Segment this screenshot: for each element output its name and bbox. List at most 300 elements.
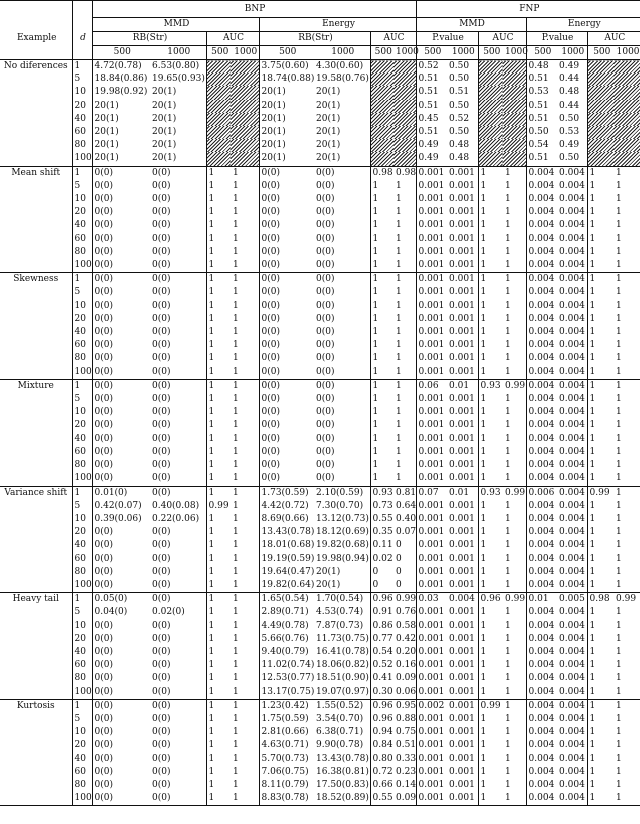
hatched-empty-cell (394, 113, 416, 126)
cell-fnp-energy-pvalue-1000: 0.48 (557, 86, 587, 99)
hatched-empty-cell (503, 126, 526, 139)
cell-bnp-mmd-auc-1000: 1 (231, 779, 259, 792)
cell-bnp-energy-rb-500: 1.73(0.59) (259, 486, 314, 500)
cell-bnp-energy-auc-500: 1 (372, 246, 379, 257)
cell-fnp-energy-pvalue-500: 0.004 (528, 233, 555, 244)
cell-fnp-energy-auc-1000: 1 (616, 553, 622, 564)
cell-bnp-mmd-rb-500: 0(0) (94, 779, 113, 790)
hatched-empty-cell (614, 100, 640, 113)
cell-fnp-mmd-pvalue-500: 0.001 (416, 166, 447, 180)
table-row (0, 539, 640, 552)
table-row (0, 206, 640, 219)
cell-fnp-energy-auc-500: 1 (589, 340, 596, 351)
table-row (0, 686, 640, 700)
cell-bnp-mmd-rb-500: 0(0) (94, 433, 113, 444)
cell-fnp-mmd-auc-1000: 1 (503, 792, 526, 806)
cell-fnp-mmd-auc-500: 1 (480, 353, 487, 364)
cell-fnp-energy-pvalue-500: 0.004 (528, 553, 555, 564)
cell-fnp-mmd-auc-500: 1 (480, 420, 487, 431)
cell-bnp-energy-rb-500: 0(0) (261, 460, 280, 471)
cell-fnp-mmd-auc-1000: 1 (503, 313, 526, 326)
cell-bnp-energy-auc-500: 0.96 (372, 713, 393, 724)
table-row (0, 152, 640, 166)
cell-fnp-energy-pvalue-1000: 0.004 (557, 620, 587, 633)
cell-fnp-energy-pvalue-500: 0.004 (528, 460, 555, 471)
cell-fnp-mmd-pvalue-1000: 0.001 (447, 553, 478, 566)
cell-bnp-mmd-rb-1000: 0.02(0) (150, 606, 206, 619)
cell-fnp-mmd-pvalue-1000: 0.001 (447, 313, 478, 326)
cell-bnp-energy-rb-500: 18.74(0.88) (261, 74, 315, 85)
cell-fnp-energy-auc-1000: 1 (614, 379, 640, 393)
cell-d: 1 (72, 699, 92, 713)
cell-fnp-mmd-auc-1000: 1 (503, 339, 526, 352)
cell-fnp-mmd-auc-1000: 1 (503, 433, 526, 446)
cell-fnp-mmd-auc-500: 1 (480, 579, 487, 590)
cell-bnp-mmd-auc-1000: 1 (231, 526, 259, 539)
table-row (0, 553, 640, 566)
table-row (0, 126, 640, 139)
cell-fnp-mmd-auc-1000: 1 (503, 352, 526, 365)
cell-fnp-mmd-pvalue-500: 0.51 (418, 100, 439, 111)
cell-fnp-energy-auc-500: 1 (589, 766, 596, 777)
cell-bnp-energy-rb-1000: 0(0) (314, 286, 370, 299)
cell-bnp-energy-auc-1000: 1 (394, 406, 416, 419)
cell-bnp-mmd-rb-500: 0(0) (94, 207, 113, 218)
cell-bnp-energy-auc-1000: 1 (394, 446, 416, 459)
cell-bnp-mmd-rb-500: 0.42(0.07) (94, 500, 142, 511)
cell-fnp-energy-pvalue-1000: 0.004 (557, 686, 587, 700)
cell-bnp-mmd-rb-1000: 0(0) (150, 259, 206, 273)
cell-bnp-mmd-auc-1000: 1 (231, 726, 259, 739)
cell-fnp-energy-auc-1000: 1 (616, 340, 622, 351)
cell-fnp-mmd-pvalue-1000: 0.001 (447, 193, 478, 206)
hatched-empty-cell (478, 73, 503, 86)
cell-bnp-energy-rb-500: 20(1) (261, 153, 286, 164)
cell-bnp-energy-rb-1000: 0(0) (314, 180, 370, 193)
cell-fnp-energy-pvalue-1000: 0.004 (557, 513, 587, 526)
cell-bnp-mmd-auc-500: 1 (208, 740, 215, 751)
cell-bnp-energy-rb-1000: 0(0) (314, 419, 370, 432)
cell-bnp-energy-rb-1000: 0(0) (314, 166, 370, 180)
cell-fnp-mmd-auc-1000: 1 (503, 579, 526, 593)
cell-fnp-energy-auc-500: 1 (589, 233, 596, 244)
example-label: Variance shift (0, 486, 72, 593)
cell-bnp-mmd-auc-1000: 1 (231, 352, 259, 365)
cell-bnp-energy-auc-500: 1 (372, 180, 379, 191)
cell-fnp-energy-auc-500: 1 (589, 566, 596, 577)
cell-bnp-mmd-auc-1000: 1 (231, 379, 259, 393)
cell-fnp-mmd-pvalue-1000: 0.001 (447, 233, 478, 246)
table-row (0, 753, 640, 766)
cell-d: 1 (72, 379, 92, 393)
cell-fnp-energy-pvalue-1000: 0.004 (557, 699, 587, 713)
table-row (0, 472, 640, 486)
cell-bnp-energy-auc-500: 0.77 (372, 633, 393, 644)
cell-bnp-mmd-auc-1000: 1 (231, 753, 259, 766)
cell-fnp-mmd-pvalue-1000: 0.001 (447, 646, 478, 659)
hatched-empty-cell (231, 113, 259, 126)
cell-bnp-mmd-auc-500: 1 (208, 607, 215, 618)
cell-d: 40 (72, 219, 92, 232)
cell-fnp-energy-pvalue-1000: 0.004 (557, 352, 587, 365)
cell-bnp-mmd-rb-500: 0(0) (94, 340, 113, 351)
cell-bnp-mmd-auc-500: 1 (208, 540, 215, 551)
cell-fnp-mmd-auc-1000: 1 (503, 446, 526, 459)
cell-bnp-mmd-rb-500: 0.05(0) (92, 593, 150, 607)
cell-bnp-energy-auc-1000: 0.23 (394, 766, 416, 779)
cell-fnp-mmd-pvalue-500: 0.51 (418, 74, 439, 85)
cell-fnp-energy-auc-500: 1 (589, 207, 596, 218)
cell-bnp-mmd-rb-1000: 0(0) (150, 726, 206, 739)
cell-fnp-mmd-pvalue-500: 0.001 (418, 527, 445, 538)
cell-fnp-mmd-pvalue-1000: 0.001 (447, 672, 478, 685)
cell-bnp-mmd-rb-500: 0(0) (94, 420, 113, 431)
cell-fnp-mmd-auc-500: 1 (480, 527, 487, 538)
cell-d: 80 (72, 246, 92, 259)
cell-bnp-mmd-auc-1000: 1 (231, 686, 259, 700)
cell-bnp-energy-rb-500: 20(1) (261, 87, 286, 98)
cell-fnp-energy-auc-1000: 1 (616, 620, 622, 631)
cell-bnp-energy-rb-500: 0(0) (261, 287, 280, 298)
cell-d: 60 (72, 766, 92, 779)
cell-d: 40 (72, 753, 92, 766)
table-row (0, 620, 640, 633)
cell-d: 5 (72, 73, 92, 86)
cell-fnp-mmd-auc-1000: 1 (503, 500, 526, 513)
cell-fnp-mmd-auc-1000: 1 (503, 246, 526, 259)
cell-fnp-energy-pvalue-1000: 0.004 (557, 646, 587, 659)
cell-bnp-energy-rb-1000: 9.90(0.78) (314, 739, 370, 752)
cell-bnp-energy-auc-1000: 0 (394, 539, 416, 552)
cell-bnp-energy-auc-1000: 0.09 (394, 672, 416, 685)
cell-bnp-energy-rb-500: 1.23(0.42) (259, 699, 314, 713)
hatched-empty-cell (370, 139, 394, 152)
cell-bnp-energy-rb-500: 8.11(0.79) (261, 779, 309, 790)
cell-bnp-mmd-rb-500: 0(0) (92, 166, 150, 180)
cell-fnp-mmd-auc-1000: 1 (503, 459, 526, 472)
cell-bnp-mmd-auc-500: 1 (208, 287, 215, 298)
cell-d: 80 (72, 459, 92, 472)
cell-bnp-mmd-rb-500: 0(0) (94, 646, 113, 657)
cell-bnp-energy-auc-1000: 1 (394, 286, 416, 299)
cell-fnp-mmd-pvalue-1000: 0.001 (447, 180, 478, 193)
cell-fnp-energy-auc-500: 1 (589, 607, 596, 618)
cell-fnp-mmd-auc-500: 1 (480, 340, 487, 351)
cell-fnp-mmd-pvalue-500: 0.001 (418, 194, 445, 205)
cell-bnp-energy-rb-500: 0(0) (261, 220, 280, 231)
cell-fnp-mmd-auc-1000: 1 (503, 566, 526, 579)
cell-bnp-mmd-auc-500: 1 (208, 753, 215, 764)
header-n1000: 1000 (447, 46, 478, 60)
header-bnp-mmd: MMD (92, 18, 259, 32)
cell-bnp-energy-auc-500: 0.91 (372, 607, 393, 618)
cell-d: 100 (72, 579, 92, 593)
cell-fnp-energy-auc-500: 1 (589, 500, 596, 511)
cell-bnp-energy-auc-1000: 0.07 (394, 526, 416, 539)
cell-bnp-mmd-auc-1000: 1 (231, 259, 259, 273)
cell-bnp-energy-rb-1000: 4.30(0.60) (314, 60, 370, 74)
cell-bnp-energy-rb-1000: 13.12(0.73) (314, 513, 370, 526)
cell-bnp-mmd-auc-500: 0.99 (208, 500, 229, 511)
cell-fnp-energy-auc-1000: 1 (616, 353, 622, 364)
table-row (0, 726, 640, 739)
cell-bnp-energy-auc-500: 0.30 (372, 686, 393, 697)
cell-bnp-mmd-auc-1000: 1 (231, 180, 259, 193)
cell-fnp-mmd-pvalue-1000: 0.48 (447, 139, 478, 152)
cell-fnp-energy-pvalue-1000: 0.44 (557, 100, 587, 113)
cell-d: 40 (72, 433, 92, 446)
header-n1000: 1000 (231, 46, 259, 60)
cell-bnp-mmd-rb-1000: 0(0) (150, 633, 206, 646)
cell-bnp-mmd-rb-1000: 0(0) (150, 792, 206, 806)
cell-fnp-mmd-pvalue-500: 0.001 (418, 766, 445, 777)
cell-bnp-energy-auc-500: 1 (372, 473, 379, 484)
cell-fnp-mmd-auc-1000: 1 (503, 406, 526, 419)
cell-fnp-mmd-pvalue-1000: 0.52 (447, 113, 478, 126)
cell-fnp-energy-auc-500: 1 (589, 327, 596, 338)
cell-bnp-energy-auc-1000: 1 (394, 326, 416, 339)
cell-fnp-energy-auc-500: 1 (589, 740, 596, 751)
cell-fnp-energy-auc-500: 1 (589, 579, 596, 590)
hatched-empty-cell (478, 126, 503, 139)
cell-bnp-mmd-auc-500: 1 (208, 220, 215, 231)
cell-bnp-energy-auc-1000: 0.14 (394, 779, 416, 792)
cell-bnp-energy-rb-500: 20(1) (261, 140, 286, 151)
cell-bnp-energy-auc-1000: 0.33 (394, 753, 416, 766)
cell-bnp-energy-rb-1000: 16.38(0.81) (314, 766, 370, 779)
cell-bnp-mmd-auc-500: 1 (208, 673, 215, 684)
cell-bnp-energy-auc-1000: 0.40 (394, 513, 416, 526)
cell-bnp-mmd-rb-500: 0(0) (94, 327, 113, 338)
cell-bnp-mmd-auc-1000: 1 (231, 273, 259, 287)
cell-fnp-energy-pvalue-1000: 0.50 (557, 152, 587, 166)
cell-bnp-energy-rb-1000: 2.10(0.59) (314, 486, 370, 500)
cell-bnp-energy-rb-1000: 20(1) (314, 566, 370, 579)
cell-bnp-mmd-auc-500: 1 (208, 366, 215, 377)
cell-fnp-energy-pvalue-1000: 0.004 (557, 633, 587, 646)
cell-bnp-mmd-auc-500: 1 (206, 486, 231, 500)
cell-bnp-mmd-auc-500: 1 (206, 792, 231, 806)
cell-bnp-energy-auc-1000: 1 (394, 246, 416, 259)
cell-bnp-mmd-rb-1000: 0(0) (150, 579, 206, 593)
cell-bnp-mmd-rb-1000: 0(0) (150, 379, 206, 393)
cell-bnp-mmd-auc-1000: 1 (231, 233, 259, 246)
cell-fnp-mmd-pvalue-500: 0.49 (418, 140, 439, 151)
header-fnp-energy-auc: AUC (587, 32, 640, 46)
cell-fnp-mmd-pvalue-500: 0.001 (418, 620, 445, 631)
cell-d: 10 (72, 300, 92, 313)
cell-bnp-energy-rb-500: 0(0) (261, 207, 280, 218)
cell-bnp-mmd-auc-500: 1 (208, 300, 215, 311)
hatched-empty-cell (587, 126, 614, 139)
cell-fnp-mmd-pvalue-1000: 0.01 (447, 379, 478, 393)
example-label: Skewness (0, 273, 72, 380)
cell-fnp-mmd-pvalue-1000: 0.001 (447, 393, 478, 406)
cell-bnp-mmd-rb-500: 0(0) (94, 633, 113, 644)
cell-fnp-mmd-pvalue-500: 0.001 (418, 394, 445, 405)
header-fnp-energy: Energy (526, 18, 640, 32)
cell-fnp-mmd-auc-1000: 1 (503, 300, 526, 313)
header-fnp-energy-pvalue: P.value (526, 32, 587, 46)
cell-fnp-energy-pvalue-500: 0.004 (528, 620, 555, 631)
cell-bnp-mmd-rb-1000: 0(0) (150, 686, 206, 700)
cell-fnp-energy-auc-1000: 1 (616, 607, 622, 618)
cell-fnp-energy-pvalue-500: 0.004 (528, 633, 555, 644)
cell-bnp-mmd-auc-500: 1 (208, 246, 215, 257)
cell-fnp-energy-auc-1000: 1 (616, 194, 622, 205)
cell-bnp-mmd-rb-1000: 0(0) (150, 166, 206, 180)
example-label: No diferences (0, 60, 72, 167)
cell-bnp-mmd-auc-500: 1 (206, 699, 231, 713)
cell-bnp-energy-auc-500: 1 (372, 220, 379, 231)
cell-bnp-energy-rb-500: 0(0) (261, 194, 280, 205)
cell-bnp-energy-rb-1000: 19.58(0.76) (314, 73, 370, 86)
cell-fnp-energy-auc-1000: 1 (616, 727, 622, 738)
cell-bnp-mmd-rb-1000: 0(0) (150, 646, 206, 659)
cell-fnp-mmd-pvalue-500: 0.001 (418, 553, 445, 564)
cell-fnp-mmd-pvalue-1000: 0.001 (447, 246, 478, 259)
cell-fnp-energy-pvalue-1000: 0.004 (557, 166, 587, 180)
cell-fnp-energy-auc-1000: 1 (614, 699, 640, 713)
cell-fnp-energy-pvalue-500: 0.004 (526, 792, 557, 806)
cell-bnp-energy-rb-500: 0(0) (261, 366, 280, 377)
cell-fnp-mmd-pvalue-500: 0.001 (418, 540, 445, 551)
cell-fnp-mmd-auc-500: 1 (480, 540, 487, 551)
cell-bnp-energy-rb-500: 19.19(0.59) (261, 553, 315, 564)
cell-fnp-mmd-pvalue-500: 0.001 (418, 260, 445, 271)
cell-bnp-energy-rb-500: 1.75(0.59) (261, 713, 309, 724)
cell-bnp-energy-rb-1000: 0(0) (314, 326, 370, 339)
cell-fnp-mmd-pvalue-1000: 0.001 (447, 419, 478, 432)
cell-fnp-energy-pvalue-1000: 0.004 (557, 659, 587, 672)
cell-fnp-mmd-pvalue-1000: 0.004 (447, 593, 478, 607)
cell-bnp-energy-rb-500: 0(0) (261, 473, 280, 484)
header-n500: 500 (374, 47, 392, 57)
cell-fnp-energy-pvalue-500: 0.004 (526, 699, 557, 713)
cell-bnp-energy-rb-1000: 0(0) (314, 339, 370, 352)
cell-fnp-energy-pvalue-500: 0.004 (528, 473, 555, 484)
cell-bnp-energy-auc-1000: 0.42 (394, 633, 416, 646)
table-row (0, 433, 640, 446)
cell-fnp-mmd-pvalue-1000: 0.001 (447, 446, 478, 459)
header-example: Example (0, 18, 72, 60)
cell-bnp-energy-rb-1000: 20(1) (314, 139, 370, 152)
cell-fnp-mmd-auc-500: 1 (480, 513, 487, 524)
cell-bnp-energy-auc-1000: 1 (394, 433, 416, 446)
cell-fnp-mmd-pvalue-1000: 0.001 (447, 579, 478, 593)
cell-fnp-energy-pvalue-500: 0.004 (528, 686, 555, 697)
cell-fnp-energy-auc-500: 1 (589, 513, 596, 524)
cell-bnp-energy-auc-1000: 0.88 (394, 713, 416, 726)
cell-bnp-mmd-auc-1000: 1 (231, 513, 259, 526)
header-n1000: 1000 (150, 46, 206, 60)
cell-bnp-energy-auc-500: 0.35 (372, 527, 393, 538)
cell-bnp-energy-rb-1000: 0(0) (314, 313, 370, 326)
hatched-empty-cell (394, 60, 416, 74)
cell-fnp-mmd-pvalue-1000: 0.01 (447, 486, 478, 500)
cell-fnp-energy-pvalue-1000: 0.004 (557, 579, 587, 593)
cell-fnp-mmd-pvalue-500: 0.001 (418, 327, 445, 338)
cell-bnp-mmd-rb-1000: 0(0) (150, 339, 206, 352)
cell-bnp-energy-rb-500: 0(0) (259, 379, 314, 393)
cell-bnp-energy-auc-1000: 1 (394, 393, 416, 406)
hatched-empty-cell (478, 60, 503, 74)
cell-bnp-mmd-auc-500: 1 (208, 779, 215, 790)
cell-bnp-energy-rb-500: 18.01(0.68) (261, 540, 315, 551)
hatched-empty-cell (206, 139, 231, 152)
cell-fnp-energy-pvalue-500: 0.004 (528, 394, 555, 405)
cell-fnp-mmd-pvalue-1000: 0.001 (447, 366, 478, 380)
cell-bnp-mmd-auc-500: 1 (208, 660, 215, 671)
cell-bnp-mmd-rb-500: 0(0) (94, 473, 113, 484)
header-n1000: 1000 (314, 46, 370, 60)
cell-bnp-energy-rb-500: 3.75(0.60) (259, 60, 314, 74)
cell-bnp-energy-auc-1000: 0.06 (394, 686, 416, 700)
cell-d: 60 (72, 339, 92, 352)
cell-bnp-energy-rb-500: 8.69(0.66) (261, 513, 309, 524)
cell-bnp-mmd-rb-1000: 0(0) (150, 180, 206, 193)
cell-fnp-energy-auc-1000: 1 (616, 207, 622, 218)
cell-bnp-mmd-rb-500: 0(0) (94, 620, 113, 631)
cell-bnp-mmd-auc-1000: 1 (231, 313, 259, 326)
cell-bnp-energy-rb-1000: 18.12(0.69) (314, 526, 370, 539)
cell-fnp-mmd-pvalue-1000: 0.001 (447, 206, 478, 219)
cell-fnp-mmd-pvalue-1000: 0.001 (447, 513, 478, 526)
cell-fnp-energy-pvalue-1000: 0.004 (557, 779, 587, 792)
cell-fnp-energy-auc-1000: 1 (616, 713, 622, 724)
table-row (0, 366, 640, 380)
header-blank-d (72, 1, 92, 18)
cell-bnp-energy-auc-500: 1 (372, 233, 379, 244)
header-fnp-mmd-auc: AUC (478, 32, 526, 46)
cell-bnp-mmd-auc-1000: 1 (231, 579, 259, 593)
table-row (0, 166, 640, 180)
table-row (0, 513, 640, 526)
header-bnp: BNP (92, 1, 416, 18)
cell-fnp-mmd-auc-1000: 1 (503, 206, 526, 219)
cell-bnp-energy-auc-1000: 0.81 (394, 486, 416, 500)
table-row (0, 406, 640, 419)
cell-fnp-energy-pvalue-1000: 0.49 (557, 60, 587, 74)
table-row (0, 766, 640, 779)
cell-bnp-energy-auc-500: 0.84 (372, 740, 393, 751)
cell-bnp-energy-auc-500: 1 (372, 460, 379, 471)
cell-fnp-energy-pvalue-500: 0.004 (528, 260, 555, 271)
cell-fnp-mmd-pvalue-500: 0.001 (418, 340, 445, 351)
hatched-empty-cell (206, 113, 231, 126)
cell-fnp-mmd-pvalue-500: 0.001 (418, 446, 445, 457)
cell-fnp-mmd-pvalue-1000: 0.001 (447, 326, 478, 339)
cell-fnp-mmd-auc-500: 1 (480, 220, 487, 231)
cell-fnp-mmd-pvalue-1000: 0.001 (447, 713, 478, 726)
cell-bnp-mmd-rb-1000: 20(1) (150, 113, 206, 126)
cell-bnp-energy-auc-500: 0 (372, 566, 379, 577)
cell-fnp-mmd-pvalue-1000: 0.001 (447, 753, 478, 766)
cell-fnp-mmd-pvalue-1000: 0.001 (447, 739, 478, 752)
cell-fnp-mmd-auc-500: 1 (480, 180, 487, 191)
cell-bnp-energy-rb-500: 0(0) (261, 180, 280, 191)
cell-bnp-mmd-rb-1000: 0(0) (150, 699, 206, 713)
cell-d: 80 (72, 139, 92, 152)
cell-fnp-mmd-pvalue-500: 0.001 (418, 220, 445, 231)
hatched-empty-cell (206, 60, 231, 74)
cell-d: 60 (72, 446, 92, 459)
hatched-empty-cell (503, 113, 526, 126)
header-n500: 500 (113, 47, 131, 57)
cell-fnp-mmd-pvalue-1000: 0.001 (447, 659, 478, 672)
cell-bnp-energy-rb-500: 4.42(0.72) (261, 500, 309, 511)
cell-bnp-mmd-rb-1000: 0(0) (150, 486, 206, 500)
